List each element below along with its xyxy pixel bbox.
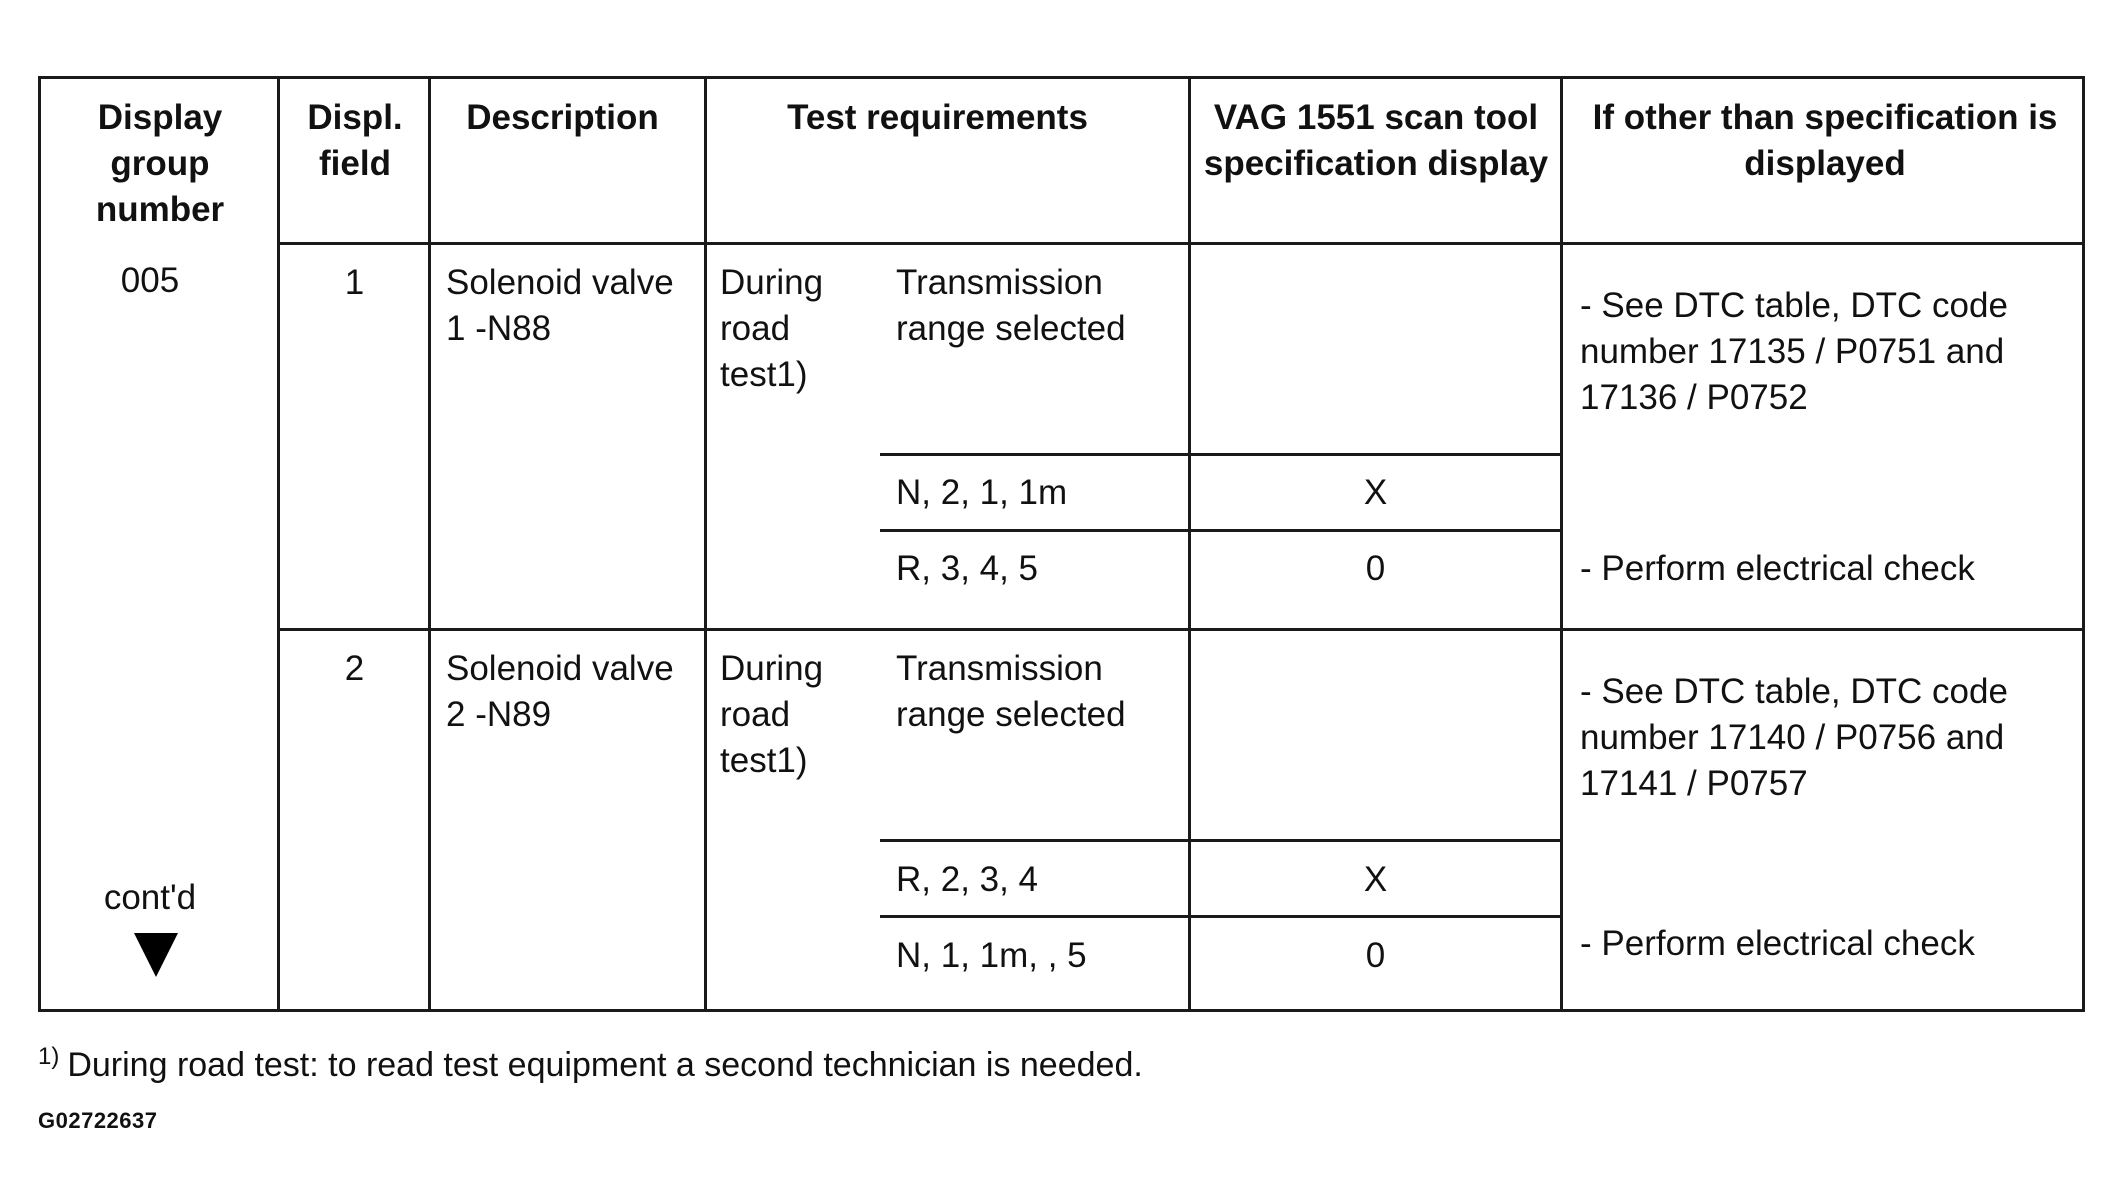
footnote <box>38 1035 1143 1087</box>
row2-description: Solenoid valve 2 -N89 <box>446 649 674 734</box>
row1-condition: During road test1) <box>720 263 824 394</box>
col-divider <box>428 76 431 1012</box>
footnote-marker: 1) <box>38 1043 60 1070</box>
row2-sub2-value: 0 <box>1365 936 1386 975</box>
header-if-other: If other than specification is displayed <box>1592 98 2058 183</box>
row2-requirement: Transmission range selected <box>896 649 1126 734</box>
row1-sub1-value: X <box>1363 473 1388 512</box>
row2-field: 2 <box>344 649 365 688</box>
row2-condition: During road test1) <box>720 649 824 780</box>
contd-label: cont'd <box>103 878 197 917</box>
row2-action-check: - Perform electrical check <box>1580 924 1975 963</box>
triangle-down-icon <box>134 933 178 977</box>
row1-sub1-range: N, 2, 1, 1m <box>896 473 1068 512</box>
row1-field: 1 <box>344 263 365 302</box>
col-divider <box>1560 76 1563 1012</box>
row1-description: Solenoid valve 1 -N88 <box>446 263 674 348</box>
row1-requirement: Transmission range selected <box>896 263 1126 348</box>
row1-sub2-range: R, 3, 4, 5 <box>896 549 1039 588</box>
row1-action-dtc: - See DTC table, DTC code number 17135 / P0751 and 17136 / P0752 <box>1580 286 2008 417</box>
header-description: Description <box>466 98 659 137</box>
row1-sub2-value: 0 <box>1365 549 1386 588</box>
group-number: 005 <box>120 261 180 300</box>
sub-row-divider <box>880 529 1561 532</box>
row2-action-dtc: - See DTC table, DTC code number 17140 / P0756 and 17141 / P0757 <box>1580 672 2008 803</box>
header-test-requirements: Test requirements <box>787 98 1088 137</box>
sub-row-divider <box>880 453 1561 456</box>
header-display-group: Display group number <box>95 98 225 229</box>
footnote-text: During road test: to read test equipment a second technician is needed. <box>67 1046 1143 1084</box>
row2-sub1-value: X <box>1363 860 1388 899</box>
row1-action-check: - Perform electrical check <box>1580 549 1975 588</box>
figure-id: G02722637 <box>38 1108 158 1133</box>
row2-sub1-range: R, 2, 3, 4 <box>896 860 1039 899</box>
header-divider <box>277 242 2085 245</box>
col-divider <box>704 76 707 1012</box>
row2-sub2-range: N, 1, 1m, , 5 <box>896 936 1087 975</box>
row-divider <box>277 628 2085 631</box>
sub-row-divider <box>880 915 1561 918</box>
col-divider <box>277 76 280 1012</box>
header-spec-display: VAG 1551 scan tool specification display <box>1203 98 1549 183</box>
header-displ-field: Displ. field <box>307 98 403 183</box>
sub-row-divider <box>880 839 1561 842</box>
